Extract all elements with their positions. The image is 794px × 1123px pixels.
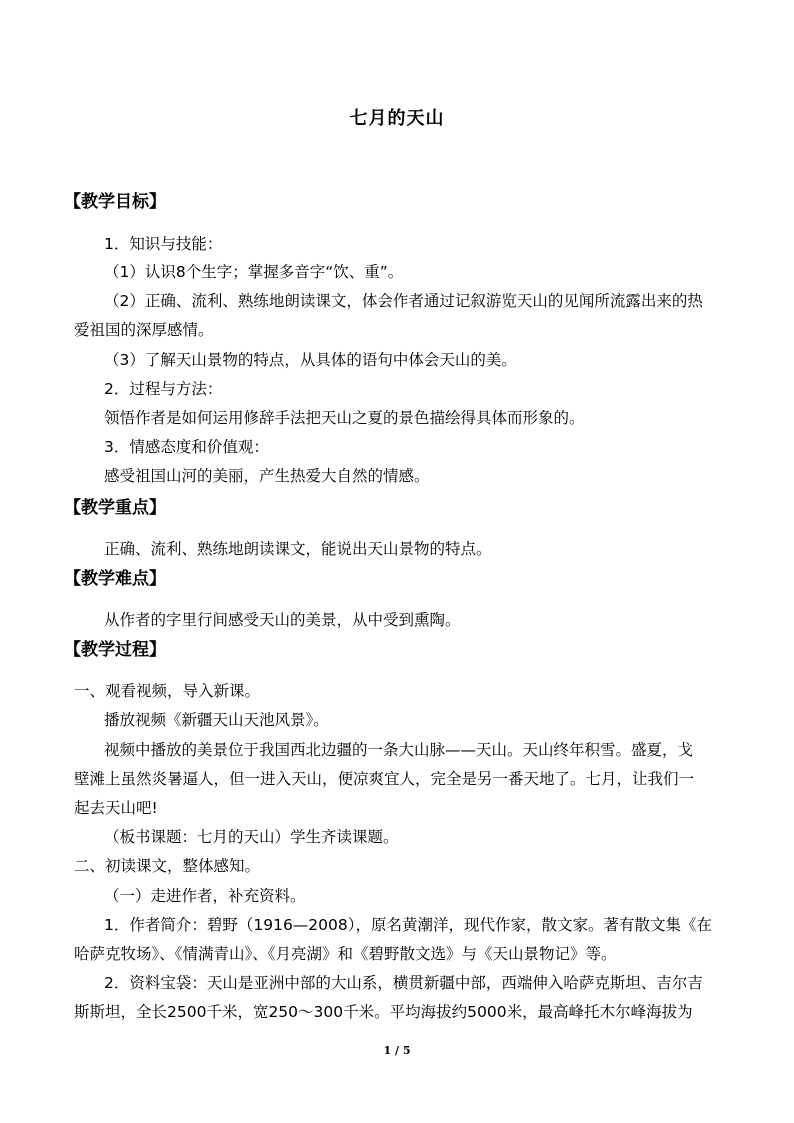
paragraph-line: 1．知识与技能： [104, 235, 223, 253]
paragraph-line: 爱祖国的深厚感情。 [74, 321, 214, 339]
section-heading-process: 【教学过程】 [64, 640, 166, 660]
paragraph-line: 播放视频《新疆天山天池风景》。 [104, 711, 329, 729]
paragraph-line: （一）走进作者，补充资料。 [104, 887, 306, 905]
paragraph-line: 斯斯坦，全长2500千米，宽250～300千米。平均海拔约5000米，最高峰托木尔峰海拔为 [74, 1003, 693, 1021]
paragraph-line: （3）了解天山景物的特点，从具体的语句中体会天山的美。 [104, 351, 517, 369]
paragraph-line: 壁滩上虽然炎暑逼人，但一进入天山，便凉爽宜人，完全是另一番天地了。七月，让我们一 [74, 770, 695, 788]
paragraph-line: 领悟作者是如何运用修辞手法把天山之夏的景色描绘得具体而形象的。 [104, 409, 585, 427]
paragraph-line: （板书课题：七月的天山）学生齐读课题。 [104, 828, 399, 846]
paragraph-line: 哈萨克牧场》、《情满青山》、《月亮湖》和《碧野散文选》与《天山景物记》等。 [74, 945, 617, 963]
paragraph-line: 感受祖国山河的美丽，产生热爱大自然的情感。 [104, 467, 430, 485]
paragraph-line: （1）认识8个生字；掌握多音字“饮、重”。 [104, 263, 404, 281]
paragraph-line: 2．过程与方法： [104, 380, 223, 398]
paragraph-line: 3．情感态度和价值观： [104, 438, 269, 456]
section-heading-key-points: 【教学重点】 [64, 498, 166, 518]
section-heading-difficulties: 【教学难点】 [64, 569, 166, 589]
paragraph-line: 1．作者简介：碧野（1916—2008），原名黄潮洋，现代作家，散文家。著有散文集《在 [104, 916, 713, 934]
paragraph-line: 二、初读课文，整体感知。 [74, 857, 261, 875]
paragraph-line: 起去天山吧! [74, 799, 158, 817]
page-title: 七月的天山 [349, 108, 445, 129]
paragraph-line: 一、观看视频，导入新课。 [74, 682, 261, 700]
paragraph-line: 正确、流利、熟练地朗读课文，能说出天山景物的特点。 [104, 540, 492, 558]
paragraph-line: 视频中播放的美景位于我国西北边疆的一条大山脉——天山。天山终年积雪。盛夏，戈 [104, 741, 694, 759]
paragraph-line: 2．资料宝袋：天山是亚洲中部的大山系，横贯新疆中部，西端伸入哈萨克斯坦、吉尔吉 [104, 974, 703, 992]
paragraph-line: （2）正确、流利、熟练地朗读课文，体会作者通过记叙游览天山的见闻所流露出来的热 [104, 292, 703, 310]
paragraph-line: 从作者的字里行间感受天山的美景，从中受到熏陶。 [104, 611, 461, 629]
section-heading-objectives: 【教学目标】 [64, 192, 166, 212]
page-number: 1 / 5 [383, 1044, 411, 1057]
